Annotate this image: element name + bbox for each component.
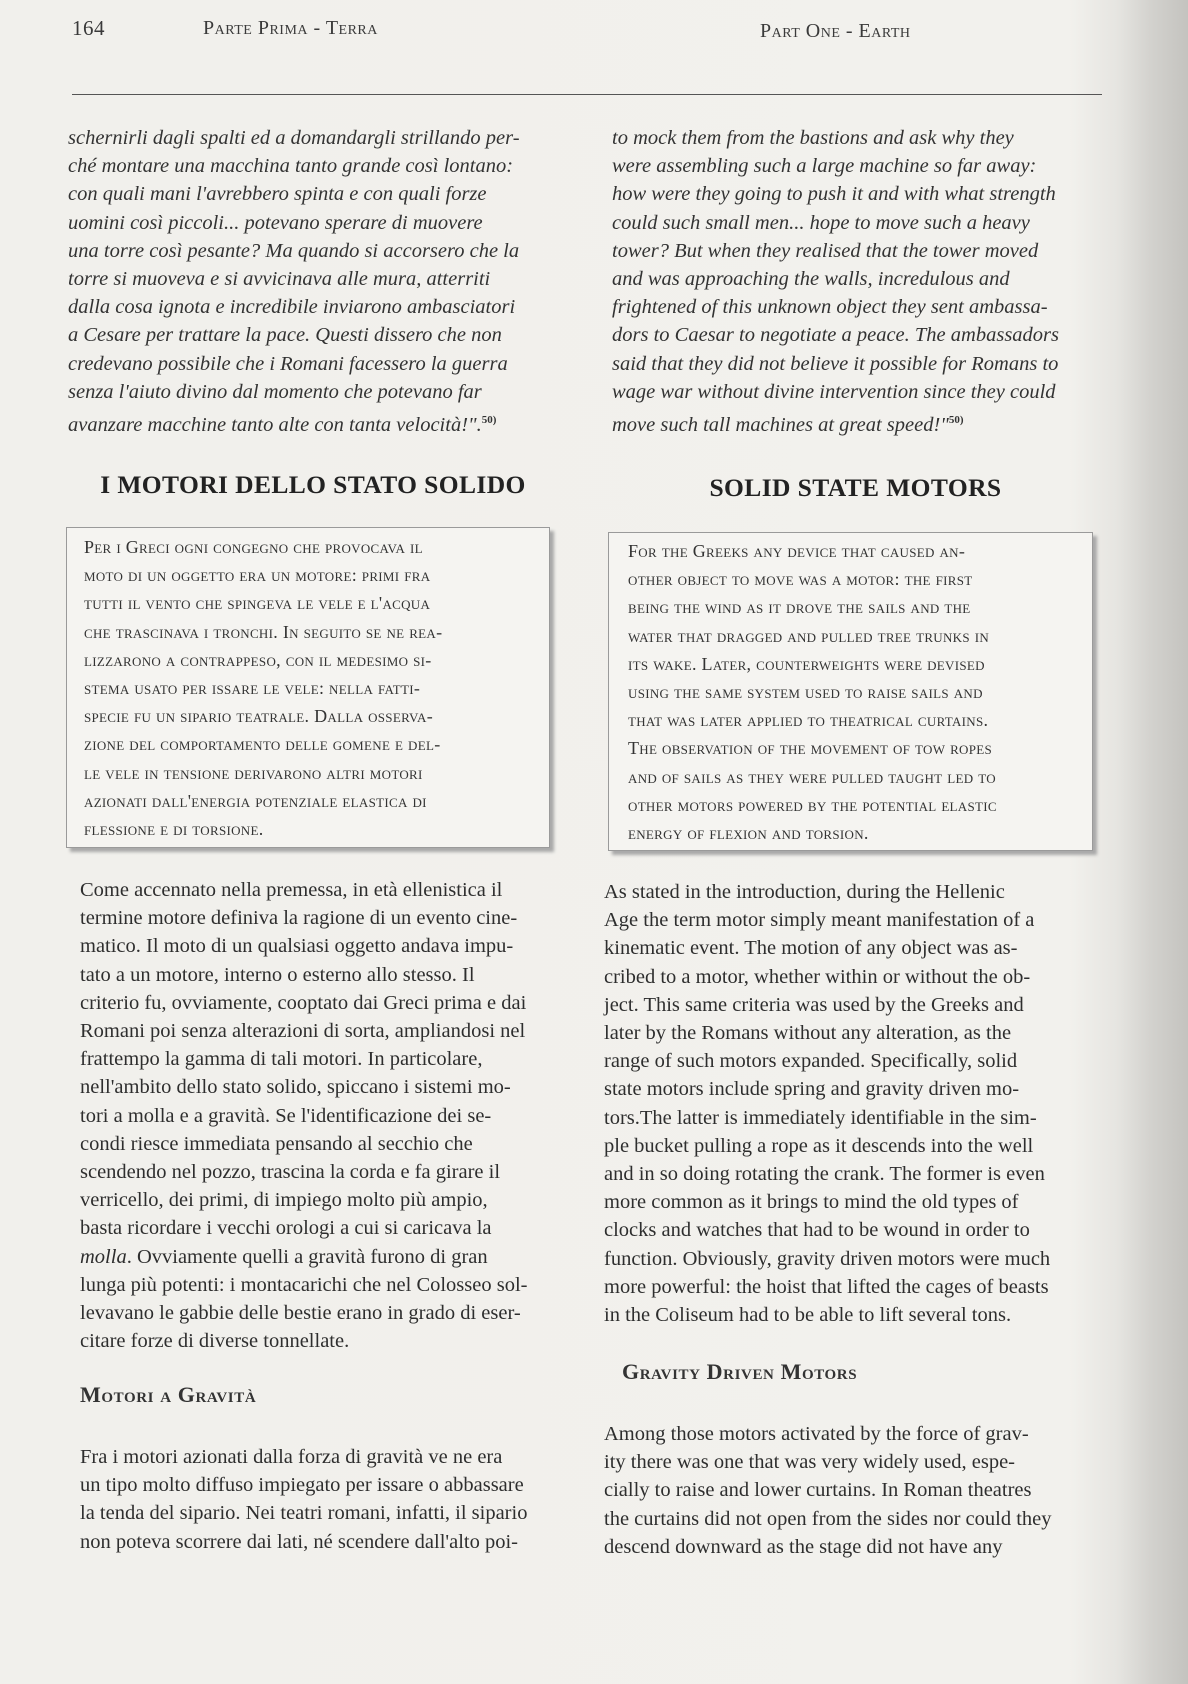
quote-en: to mock them from the bastions and ask why they were assembling such a large machine so far away: how were they going to push it and with what strength could such small men... hope to move such a heavy tower? But when they realised that the tower moved and was approaching the walls, incredulous and frightened of this unknown object they sent ambassa- dors to Caesar to negotiate a peace. The ambassadors said that they did not believe it possible for Romans to wage war without divine intervention since they could move such tall machines at great speed!"$^{50)}$ [612,127,1059,436]
abstract-it: Per i Greci ogni congegno che provocava il moto di un oggetto era un motore: primi fra tutti il vento che spingeva le vele e l'acqua che trascinava i tronchi. In seguito se ne rea- lizzarono a contrappeso, con il medesimo si- stema usato per issare le vele: nella fatti- specie fu un sipario teatrale. Dalla osserva- zione del comportamento delle gomene e del- le vele in tensione derivarono altri motori azionati dall'energia potenziale elastica di flessione e di torsione. [84,537,443,840]
subsection-body-it: Fra i motori azionati dalla forza di gravità ve ne era un tipo molto diffuso impiegato per issare o abbassare la tenda del sipario. Nei teatri romani, infatti, il sipario non poteva scorrere dai lati, né scendere dall'alto poi- [80,1446,528,1553]
body-en: As stated in the introduction, during the Hellenic Age the term motor simply meant manifestation of a kinematic event. The motion of any object was as- cribed to a motor, whether within or without the ob- ject. This same criteria was used by the Greeks and later by the Romans without any alteration, as the range of such motors expanded. Specifically, solid state motors include spring and gravity driven mo- tors.The latter is immediately identifiable in the sim- ple bucket pulling a rope as it descends into the well and in so doing rotating the crank. The former is even more common as it brings to mind the old types of clocks and watches that had to be wound in order to function. Obviously, gravity driven motors were much more powerful: the hoist that lifted the cages of beasts in the Coliseum had to be able to lift several tons. [604,881,1051,1327]
quote-it: schernirli dagli spalti ed a domandargli strillando per- ché montare una macchina tanto grande così lontano: con quali mani l'avrebbero spinta e con quali forze uomini così piccoli... potevano sperare di muovere una torre così pesante? Ma quando si accorsero che la torre si muoveva e si avvicinava alle mura, atterriti dalla cosa ignota e incredibile inviarono ambasciatori a Cesare per trattare la pace. Questi dissero che non credevano possibile che i Romani facessero la guerra senza l'aiuto divino dal momento che potevano far avanzare macchine tanto alte con tanta velocità!".$^{50)}$ [68,127,520,436]
quote-it-ref: 50) [481,414,497,427]
header-rule [72,94,1102,95]
running-head-left: Parte Prima - Terra [203,17,378,39]
subsection-title-it: Motori a Gravità [80,1382,257,1407]
quote-en-ref: 50) [948,414,964,427]
section-title-it: I MOTORI DELLO STATO SOLIDO [100,470,526,499]
running-head-right: Part One - Earth [760,20,911,42]
subsection-title-en: Gravity Driven Motors [622,1359,858,1384]
body-it: Come accennato nella premessa, in età ellenistica il termine motore definiva la ragione di un evento cine- matico. Il moto di un qualsiasi oggetto andava impu- tato a un motore, interno o esterno allo stesso. Il criterio fu, ovviamente, cooptato dai Greci prima e dai Romani poi senza alterazioni di sorta, ampliandosi nel frattempo la gamma di tali motori. In particolare, nell'ambito dello stato solido, spiccano i sistemi mo- tori a molla e a gravità. Se l'identificazione dei se- condi riesce immediata pensando al secchio che scendendo nel pozzo, trascina la corda e fa girare il verricello, dei primi, di impiego molto più ampio, basta ricordare i vecchi orologi a cui si caricava la molla. Ovviamente quelli a gravità furono di gran lunga più potenti: i montacarichi che nel Colosseo sol- levavano le gabbie delle bestie erano in grado di eser- citare forze di diverse tonnellate. [80,879,528,1353]
section-title-en: SOLID STATE MOTORS [709,473,1002,502]
abstract-en: For the Greeks any device that caused an- other object to move was a motor: the first being the wind as it drove the sails and the water that dragged and pulled tree trunks in its wake. Later, counterweights were devised using the same system used to raise sails and that was later applied to theatrical curtains. The observation of the movement of tow ropes and of sails as they were pulled taught led to other motors powered by the potential elastic energy of flexion and torsion. [628,541,997,844]
page-number: 164 [72,16,105,40]
body-it-emphasis: molla [80,1245,127,1268]
subsection-body-en: Among those motors activated by the force of grav- ity there was one that was very widely used, espe- cially to raise and lower curtains. In Roman theatres the curtains did not open from the sides nor could they descend downward as the stage did not have any [604,1423,1052,1558]
